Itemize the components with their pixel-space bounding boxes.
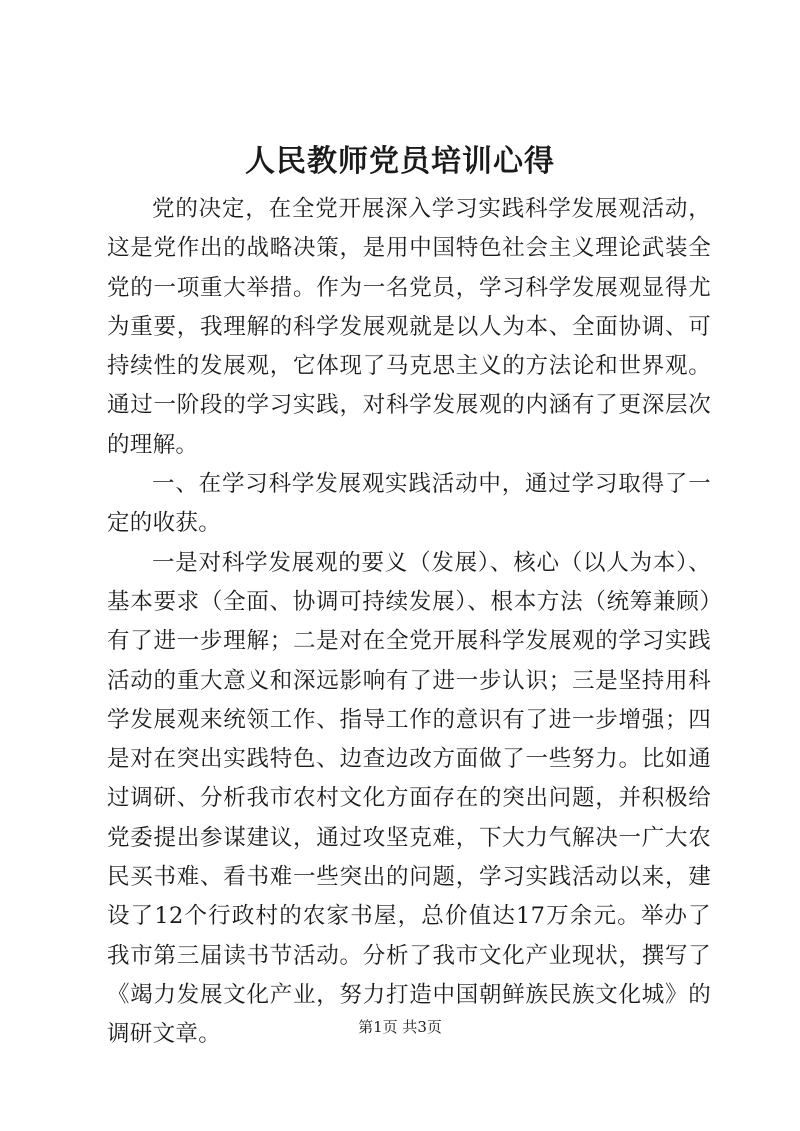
page-title: 人民教师党员培训心得 [245,144,555,179]
page-footer: 第1页 共3页 [358,1018,442,1036]
paragraph: 一、在学习科学发展观实践活动中，通过学习取得了一定的收获。 [107,471,711,537]
paragraph: 党的决定，在全党开展深入学习实践科学发展观活动，这是党作出的战略决策，是用中国特色社会主义理论武装全党的一项重大举措。作为一名党员，学习科学发展观显得尤为重要，我理解的科学发展观就是以人为本、全面协调、可持续性的发展观，它体现了马克思主义的方法论和世界观。通过一阶段的学习实践，对科学发展观的内涵有了更深层次的理解。 [107,196,711,458]
document-body [107,190,711,1055]
paragraph: 一是对科学发展观的要义（发展）、核心（以人为本）、基本要求（全面、协调可持续发展）、根本方法（统筹兼顾）有了进一步理解；二是对在全党开展科学发展观的学习实践活动的重大意义和深远影响有了进一步认识；三是坚持用科学发展观来统领工作、指导工作的意识有了进一步增强；四是对在突出实践特色、边查边改方面做了一些努力。比如通过调研、分析我市农村文化方面存在的突出问题，并积极给党委提出参谋建议，通过攻坚克难，下大力气解决一广大农民买书难、看书难一些突出的问题，学习实践活动以来，建设了12个行政村的农家书屋，总价值达17万余元。举办了我市第三届读书节活动。分析了我市文化产业现状，撰写了《竭力发展文化产业，努力打造中国朝鲜族民族文化城》的调研文章。 [107,549,711,1048]
